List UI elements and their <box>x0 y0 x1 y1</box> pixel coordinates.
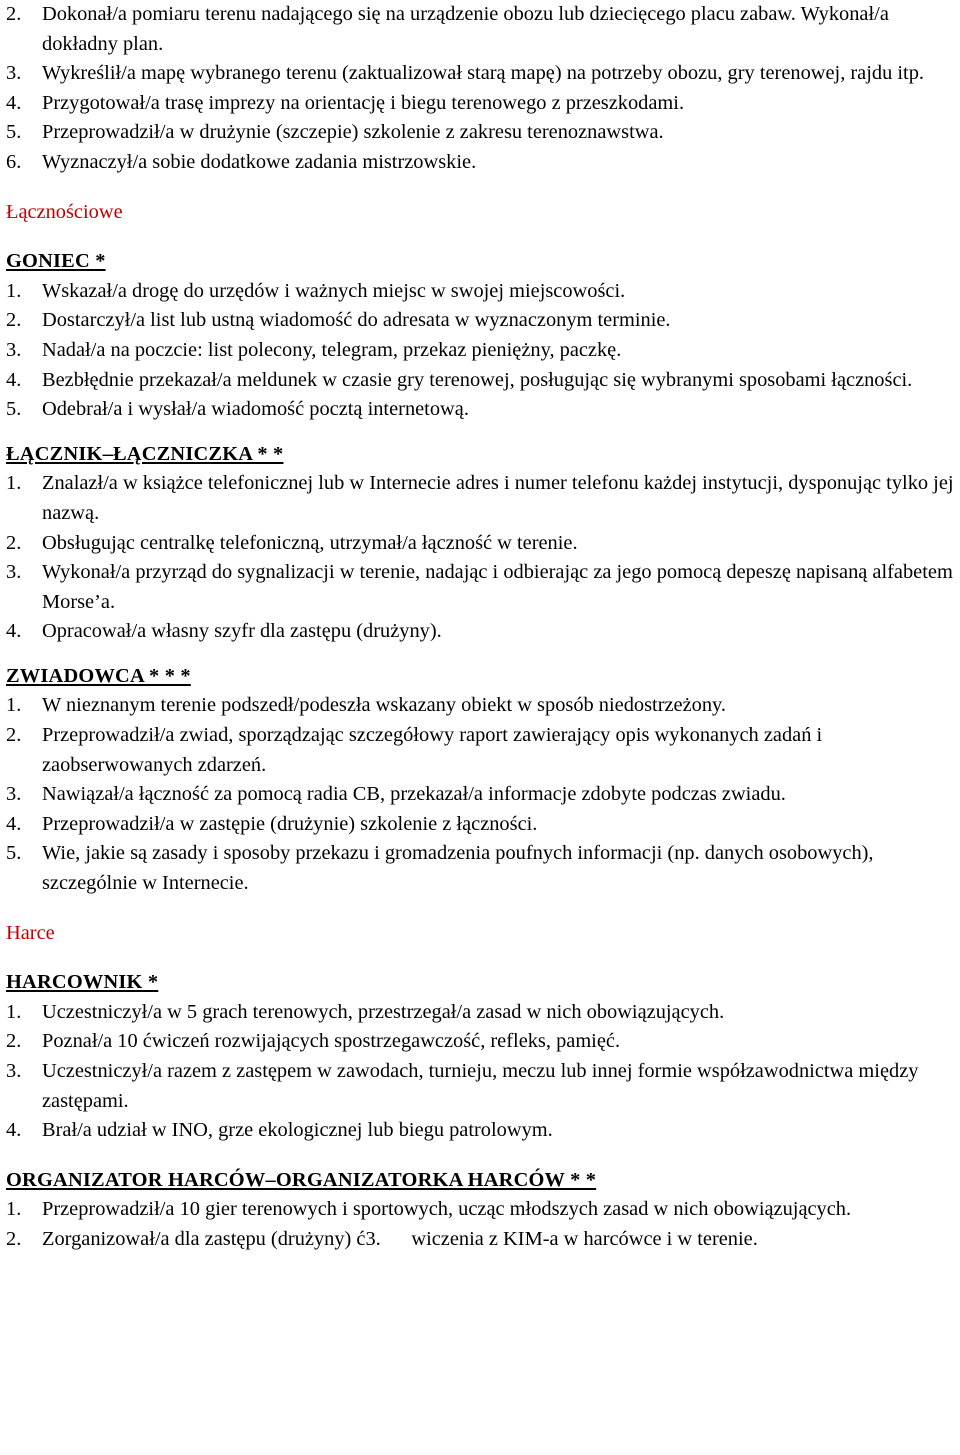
item-text: Wykonał/a przyrząd do sygnalizacji w terenie, nadając i odbierając za jego pomocą depeszę napisaną alfabetem Morse’a. <box>42 561 953 613</box>
item-text: Obsługując centralkę telefoniczną, utrzymał/a łączność w terenie. <box>42 531 578 554</box>
item-text: Wykreślił/a mapę wybranego terenu (zaktualizował starą mapę) na potrzeby obozu, gry terenowej, rajdu itp. <box>42 62 925 85</box>
badge-heading-lacznik: ŁĄCZNIK–ŁĄCZNICZKA * * <box>6 442 284 465</box>
section-title-lacznosciowe: Łącznościowe <box>6 200 123 223</box>
item-text: Nawiązał/a łączność za pomocą radia CB, przekazał/a informacje zdobyte podczas zwiadu. <box>42 783 786 806</box>
list-item <box>0 0 960 59</box>
top-list <box>0 0 960 178</box>
list-item <box>0 1195 960 1225</box>
organizator-list <box>0 1195 960 1254</box>
section-title-harce: Harce <box>6 921 55 944</box>
item-number: 6. <box>6 150 22 173</box>
item-number: 2. <box>6 531 22 554</box>
item-number: 3. <box>6 62 22 85</box>
list-item <box>0 1027 960 1057</box>
item-text: Opracował/a własny szyfr dla zastępu (drużyny). <box>42 620 442 643</box>
item-number: 2. <box>6 309 22 332</box>
list-item <box>0 118 960 148</box>
list-item <box>0 1116 960 1146</box>
item-number: 2. <box>6 724 22 747</box>
item-text: Wyznaczył/a sobie dodatkowe zadania mistrzowskie. <box>42 150 477 173</box>
item-number: 2. <box>6 1227 22 1250</box>
item-text: Bezbłędnie przekazał/a meldunek w czasie gry terenowej, posługując się wybranymi sposobami łączności. <box>42 368 913 391</box>
item-text: Brał/a udział w INO, grze ekologicznej lub biegu patrolowym. <box>42 1119 553 1142</box>
item-text: Przeprowadził/a 10 gier terenowych i sportowych, ucząc młodszych zasad w nich obowiązujących. <box>42 1198 852 1221</box>
item-number: 4. <box>6 368 22 391</box>
item-text: Uczestniczył/a razem z zastępem w zawodach, turnieju, meczu lub innej formie współzawodnictwa między zastępami. <box>42 1060 919 1112</box>
item-text: Przygotował/a trasę imprezy na orientację i biegu terenowego z przeszkodami. <box>42 91 685 114</box>
item-number: 5. <box>6 398 22 421</box>
list-item <box>0 558 960 617</box>
item-text: Dostarczył/a list lub ustną wiadomość do adresata w wyznaczonym terminie. <box>42 309 671 332</box>
item-text: W nieznanym terenie podszedł/podeszła wskazany obiekt w sposób niedostrzeżony. <box>42 694 727 717</box>
list-item <box>0 306 960 336</box>
item-number: 5. <box>6 842 22 865</box>
lacznik-list <box>0 469 960 647</box>
item-text: Poznał/a 10 ćwiczeń rozwijających spostrzegawczość, refleks, pamięć. <box>42 1030 621 1053</box>
list-item <box>0 529 960 559</box>
list-item <box>0 366 960 396</box>
item-number: 1. <box>6 694 22 717</box>
list-item <box>0 469 960 528</box>
item-number: 2. <box>6 3 22 25</box>
list-item <box>0 1225 960 1255</box>
item-text: Przeprowadził/a w zastępie (drużynie) szkolenie z łączności. <box>42 812 538 835</box>
item-text: Wskazał/a drogę do urzędów i ważnych miejsc w swojej miejscowości. <box>42 279 626 302</box>
item-number: 1. <box>6 1000 22 1023</box>
item-number: 1. <box>6 279 22 302</box>
list-item <box>0 1057 960 1116</box>
item-number: 4. <box>6 91 22 114</box>
badge-heading-harcownik: HARCOWNIK * <box>6 971 159 994</box>
list-item <box>0 780 960 810</box>
list-item <box>0 839 960 898</box>
item-text: Nadał/a na poczcie: list polecony, telegram, przekaz pieniężny, paczkę. <box>42 338 622 361</box>
goniec-list <box>0 277 960 425</box>
item-number: 3. <box>6 1060 22 1082</box>
item-number: 4. <box>6 1119 22 1142</box>
item-text: Zorganizował/a dla zastępu (drużyny) ć3. wiczenia z KIM-a w harcówce i w terenie. <box>42 1227 758 1250</box>
badge-heading-organizator: ORGANIZATOR HARCÓW–ORGANIZATORKA HARCÓW * * <box>6 1168 597 1191</box>
list-item <box>0 277 960 307</box>
harcownik-list <box>0 998 960 1146</box>
list-item <box>0 336 960 366</box>
item-number: 3. <box>6 561 22 584</box>
list-item <box>0 395 960 425</box>
item-number: 1. <box>6 1198 22 1221</box>
list-item <box>0 617 960 647</box>
item-text: Odebrał/a i wysłał/a wiadomość pocztą internetową. <box>42 398 469 421</box>
item-number: 3. <box>6 338 22 361</box>
list-item <box>0 810 960 840</box>
item-number: 3. <box>6 783 22 806</box>
item-text: Uczestniczył/a w 5 grach terenowych, przestrzegał/a zasad w nich obowiązujących. <box>42 1000 725 1023</box>
list-item <box>0 89 960 119</box>
item-text: Dokonał/a pomiaru terenu nadającego się na urządzenie obozu lub dziecięcego placu zabaw. Wykonał/a dokładny plan. <box>42 3 889 55</box>
item-number: 5. <box>6 121 22 144</box>
item-text: Znalazł/a w książce telefonicznej lub w Internecie adres i numer telefonu każdej instytucji, dysponując tylko jej nazwą. <box>42 472 954 524</box>
zwiadowca-list <box>0 691 960 898</box>
item-number: 4. <box>6 620 22 643</box>
item-number: 4. <box>6 812 22 835</box>
list-item <box>0 691 960 721</box>
item-text: Wie, jakie są zasady i sposoby przekazu i gromadzenia poufnych informacji (np. danych osobowych), szczególnie w Internecie. <box>42 842 874 895</box>
badge-heading-zwiadowca: ZWIADOWCA * * * <box>6 664 191 687</box>
item-number: 2. <box>6 1030 22 1053</box>
item-number: 1. <box>6 472 22 495</box>
item-text: Przeprowadził/a w drużynie (szczepie) szkolenie z zakresu terenoznawstwa. <box>42 121 664 144</box>
badge-heading-goniec: GONIEC * <box>6 250 106 273</box>
list-item <box>0 148 960 178</box>
list-item <box>0 59 960 89</box>
list-item <box>0 998 960 1028</box>
list-item <box>0 721 960 780</box>
item-text: Przeprowadził/a zwiad, sporządzając szczegółowy raport zawierający opis wykonanych zadań i zaobserwowanych zdarzeń. <box>42 724 823 776</box>
